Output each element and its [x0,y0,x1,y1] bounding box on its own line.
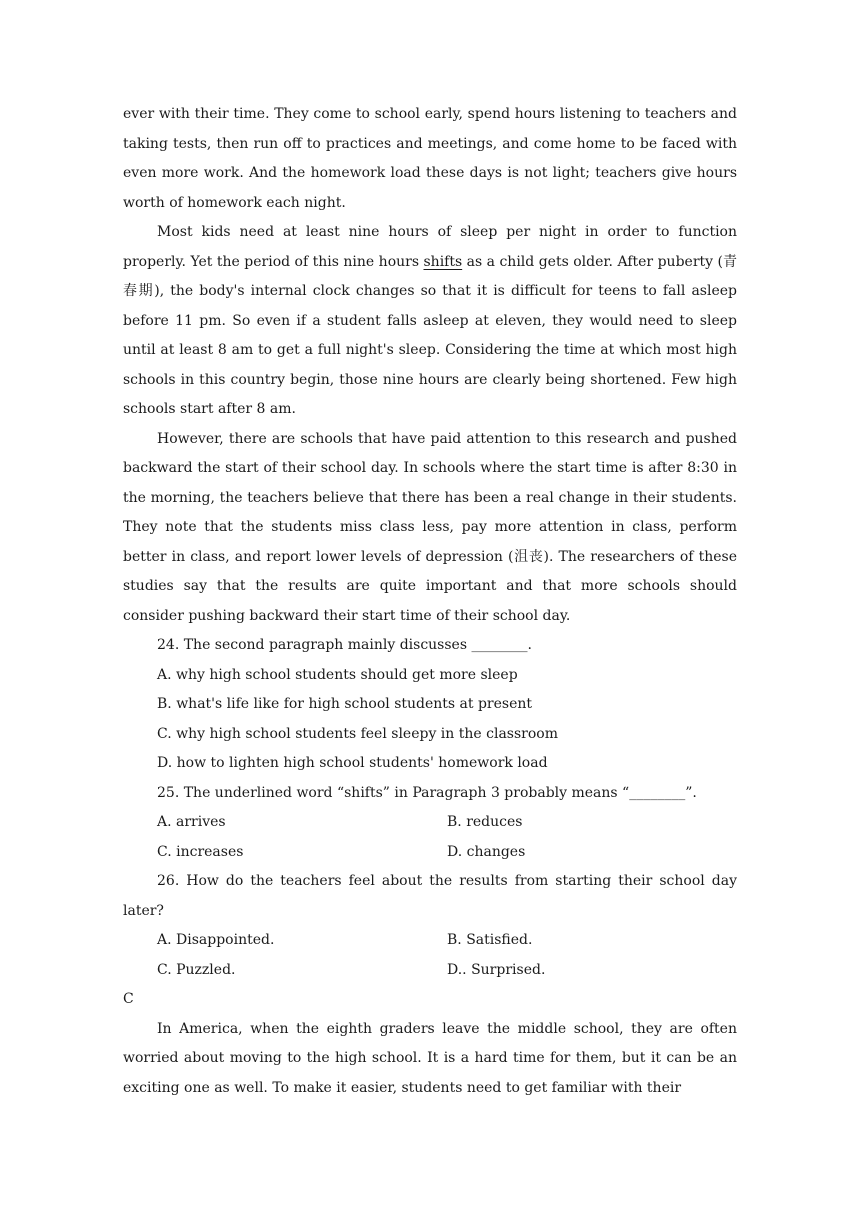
passage-c-paragraph-1: In America, when the eighth graders leave the middle school, they are often worried about moving to the high school. It is a hard time for them, but it can be an exciting one as well. To make it easier, students need to get familiar with their [123,1020,737,1096]
question-24-option-d: D. how to lighten high school students' homework load [157,755,548,771]
question-26-option-c: C. Puzzled. [157,961,236,978]
question-24-option-a: A. why high school students should get more sleep [157,666,518,683]
question-26-stem: 26. How do the teachers feel about the results from starting their school day later? [123,873,737,919]
question-25-stem: 25. The underlined word “shifts” in Paragraph 3 probably means “________”. [157,784,697,801]
question-25-option-d: D. changes [447,843,526,860]
paragraph-2-text-before: Most kids need at least nine hours of sleep per night in order to function properly. Yet the period of this nine hours [123,224,737,270]
question-26-option-d: D.. Surprised. [447,961,546,978]
question-25-options-row-1 [123,808,737,838]
question-26-option-b: B. Satisfied. [447,932,533,948]
document-page [123,100,737,1103]
question-24-option-b: B. what's life like for high school students at present [157,696,533,712]
question-26-options-row-2 [123,956,737,986]
passage-b-paragraph-2 [123,218,737,425]
question-24-stem: 24. The second paragraph mainly discusses ________. [157,637,532,653]
paragraph-2-text-after: as a child gets older. After puberty (青春期), the body's internal clock changes so that it is difficult for teens to fall asleep before 11 pm. So even if a student falls asleep at eleven, they would need to sleep until at least 8 am to get a full night's sleep. Considering the time at which most high schools in this country begin, those nine hours are clearly being shortened. Few high schools start after 8 am. [123,253,737,417]
question-25-option-a: A. arrives [157,814,226,830]
question-24-option-c: C. why high school students feel sleepy in the classroom [157,725,558,742]
question-26-option-a: A. Disappointed. [157,932,275,948]
question-25-option-b: B. reduces [447,814,523,830]
passage-b-paragraph-3: However, there are schools that have paid attention to this research and pushed backward the start of their school day. In schools where the start time is after 8:30 in the morning, the teachers believe that there has been a real change in their students. They note that the students miss class less, pay more attention in class, perform better in class, and report lower levels of depression (沮丧). The researchers of these studies say that the results are quite important and that more schools should consider pushing backward their start time of their school day. [123,430,737,624]
underlined-word-shifts: shifts [423,253,463,270]
question-26-options-row-1 [123,926,737,956]
section-c-heading: C [123,991,134,1007]
question-25-option-c: C. increases [157,843,244,860]
question-25-options-row-2 [123,838,737,868]
passage-b-paragraph-1: ever with their time. They come to school early, spend hours listening to teachers and taking tests, then run off to practices and meetings, and come home to be faced with even more work. And the homework load these days is not light; teachers give hours worth of homework each night. [123,106,737,211]
